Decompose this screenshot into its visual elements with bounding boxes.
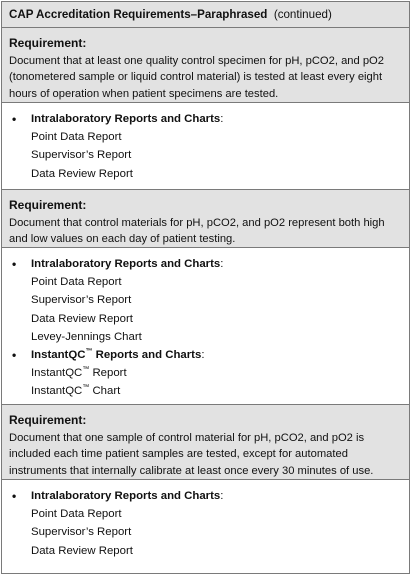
- list-item: InstantQC™ Report: [31, 366, 127, 380]
- bullet-icon: •: [12, 257, 17, 271]
- requirement-block-3: [2, 405, 409, 480]
- report-group: [9, 110, 402, 183]
- list-item: Data Review Report: [31, 312, 133, 325]
- list-item: Supervisor’s Report: [31, 526, 132, 539]
- list-item: Supervisor’s Report: [31, 294, 132, 307]
- report-group-title: Intralaboratory Reports and Charts:: [31, 490, 224, 502]
- table-header: [2, 2, 409, 28]
- requirement-label: Requirement:: [9, 413, 87, 427]
- report-group-title: InstantQC™ Reports and Charts:: [31, 348, 205, 362]
- report-group: [9, 487, 402, 560]
- list-item: Point Data Report: [31, 508, 122, 520]
- report-list-1: [2, 103, 409, 190]
- table-title: CAP Accreditation Requirements–Paraphrased: [9, 8, 268, 21]
- list-item: Data Review Report: [31, 544, 133, 557]
- report-list-3: [2, 480, 409, 570]
- requirement-text: Document that control materials for pH, pCO2, and pO2 represent both high and low values on each day of patient testing.: [9, 216, 385, 245]
- requirement-text: Document that at least one quality control specimen for pH, pCO2, and pO2 (tonometered sample or liquid control material) is tested at least every eight hours of operation when patient specimens are tested.: [9, 54, 384, 100]
- report-group: [9, 255, 402, 346]
- bullet-icon: •: [12, 348, 17, 363]
- bullet-icon: •: [12, 112, 17, 126]
- requirement-block-1: [2, 28, 409, 103]
- bullet-icon: •: [12, 489, 17, 503]
- list-item: Supervisor’s Report: [31, 149, 132, 162]
- list-item: Data Review Report: [31, 167, 133, 180]
- report-group: [9, 346, 402, 401]
- cap-requirements-table: [1, 1, 410, 574]
- requirement-label: Requirement:: [9, 36, 87, 50]
- list-item: Point Data Report: [31, 131, 122, 143]
- requirement-label: Requirement:: [9, 198, 87, 212]
- list-item: Levey-Jennings Chart: [31, 330, 142, 343]
- list-item: Point Data Report: [31, 276, 122, 288]
- requirement-block-2: [2, 190, 409, 248]
- requirement-text: Document that one sample of control material for pH, pCO2, and pO2 is included each time patient samples are tested, except for automated instruments that internally calibrate at least once every 30 minutes of use.: [9, 431, 374, 477]
- report-list-2: [2, 248, 409, 405]
- report-group-title: Intralaboratory Reports and Charts:: [31, 113, 224, 125]
- list-item: InstantQC™ Chart: [31, 384, 121, 398]
- report-group-title: Intralaboratory Reports and Charts:: [31, 258, 224, 270]
- table-title-suffix: (continued): [273, 8, 332, 21]
